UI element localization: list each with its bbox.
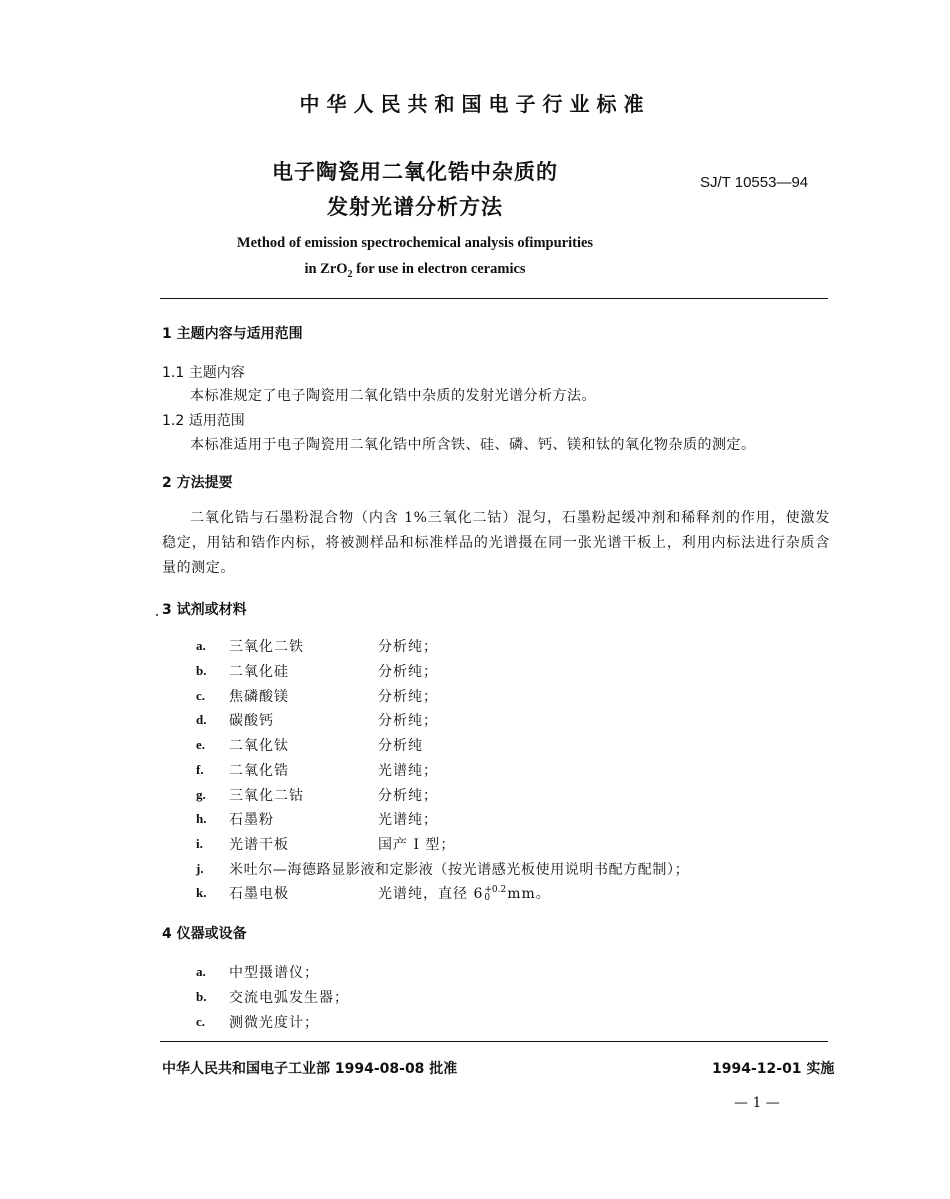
english-title-line-2 bbox=[0, 261, 830, 280]
reagent-grade: 分析纯； bbox=[378, 664, 438, 680]
reagent-letter: b. bbox=[196, 663, 207, 678]
reagent-letter: f. bbox=[196, 762, 204, 777]
reagent-letter: g. bbox=[196, 787, 206, 802]
scan-speck bbox=[156, 614, 158, 616]
reagent-name: 米吐尔—海德路显影液和定影液（按光谱感光板使用说明书配方配制）； bbox=[229, 862, 690, 878]
tolerance-lower: 0 bbox=[484, 893, 491, 903]
reagent-letter: j. bbox=[196, 861, 204, 876]
reagent-grade: 分析纯； bbox=[378, 639, 438, 655]
reagent-name: 三氧化二铁 bbox=[229, 639, 304, 655]
standard-title-line-2: 发射光谱分析方法 bbox=[327, 195, 503, 219]
electrode-grade-text: 光谱纯，直径 6 bbox=[378, 886, 484, 902]
reagent-letter: d. bbox=[196, 712, 207, 727]
section-1-2-text: 本标准适用于电子陶瓷用二氧化锆中所含铁、硅、磷、钙、镁和钛的氧化物杂质的测定。 bbox=[190, 437, 756, 453]
reagent-letter: k. bbox=[196, 885, 207, 900]
reagent-letter: c. bbox=[196, 688, 206, 703]
reagent-name: 石墨电极 bbox=[229, 886, 289, 902]
section-1-1-text: 本标准规定了电子陶瓷用二氧化锆中杂质的发射光谱分析方法。 bbox=[190, 388, 596, 404]
reagent-grade: 分析纯 bbox=[378, 738, 423, 754]
reagent-name: 碳酸钙 bbox=[229, 713, 274, 729]
reagent-letter: h. bbox=[196, 811, 207, 826]
issuing-organization: 中华人民共和国电子行业标准 bbox=[299, 92, 651, 116]
standard-code: SJ/T 10553—94 bbox=[700, 174, 809, 191]
english-title-line-1: Method of emission spectrochemical analysis ofimpurities bbox=[236, 235, 594, 251]
implementation-date: 1994-12-01 实施 bbox=[712, 1061, 835, 1077]
equipment-name: 交流电弧发生器； bbox=[229, 990, 349, 1006]
page-number: — 1 — bbox=[734, 1095, 780, 1111]
footer-divider bbox=[160, 1041, 828, 1042]
section-2-paragraph: 二氧化锆与石墨粉混合物（内含 1%三氧化二钴）混匀，石墨粉起缓冲剂和稀释剂的作用，使激发稳定，用钴和锆作内标，将被测样品和标准样品的光谱摄在同一张光谱干板上，利用内标法进行杂质含量的测定。 bbox=[162, 510, 830, 576]
reagent-name: 石墨粉 bbox=[229, 812, 274, 828]
equipment-name: 测微光度计； bbox=[229, 1015, 319, 1031]
section-3-heading: 3 试剂或材料 bbox=[162, 602, 247, 618]
reagent-name: 二氧化硅 bbox=[229, 664, 289, 680]
electrode-tolerance bbox=[484, 886, 506, 902]
english-title-post: for use in electron ceramics bbox=[352, 261, 526, 277]
section-2-heading: 2 方法提要 bbox=[162, 475, 233, 491]
section-4-heading: 4 仪器或设备 bbox=[162, 926, 247, 942]
equipment-letter: a. bbox=[196, 964, 206, 979]
reagent-name: 三氧化二钴 bbox=[229, 788, 304, 804]
reagent-grade bbox=[378, 883, 551, 903]
electrode-grade-unit: mm。 bbox=[507, 886, 551, 902]
reagent-grade: 光谱纯； bbox=[378, 763, 438, 779]
tolerance-upper: +0.2 bbox=[484, 885, 507, 895]
header-divider bbox=[160, 298, 828, 299]
reagent-grade: 分析纯； bbox=[378, 689, 438, 705]
reagent-name: 光谱干板 bbox=[229, 837, 289, 853]
approval-statement: 中华人民共和国电子工业部 1994-08-08 批准 bbox=[162, 1061, 458, 1077]
equipment-letter: c. bbox=[196, 1014, 206, 1029]
reagent-name: 二氧化锆 bbox=[229, 763, 289, 779]
reagent-name: 焦磷酸镁 bbox=[229, 689, 289, 705]
reagent-name: 二氧化钛 bbox=[229, 738, 289, 754]
section-1-2-heading: 1.2 适用范围 bbox=[162, 413, 245, 429]
reagent-letter: e. bbox=[196, 737, 206, 752]
reagent-grade: 分析纯； bbox=[378, 788, 438, 804]
section-1-1-heading: 1.1 主题内容 bbox=[162, 365, 245, 381]
equipment-name: 中型摄谱仪； bbox=[229, 965, 319, 981]
section-1-heading: 1 主题内容与适用范围 bbox=[162, 326, 303, 342]
reagent-grade: 分析纯； bbox=[378, 713, 438, 729]
standard-title-line-1: 电子陶瓷用二氧化锆中杂质的 bbox=[272, 160, 558, 184]
reagent-letter: a. bbox=[196, 638, 206, 653]
english-title-pre: in ZrO bbox=[304, 261, 348, 277]
reagent-letter: i. bbox=[196, 836, 203, 851]
reagent-grade: 国产 I 型； bbox=[378, 837, 456, 853]
english-title-subscript: 2 bbox=[347, 268, 353, 280]
equipment-letter: b. bbox=[196, 989, 207, 1004]
reagent-grade: 光谱纯； bbox=[378, 812, 438, 828]
